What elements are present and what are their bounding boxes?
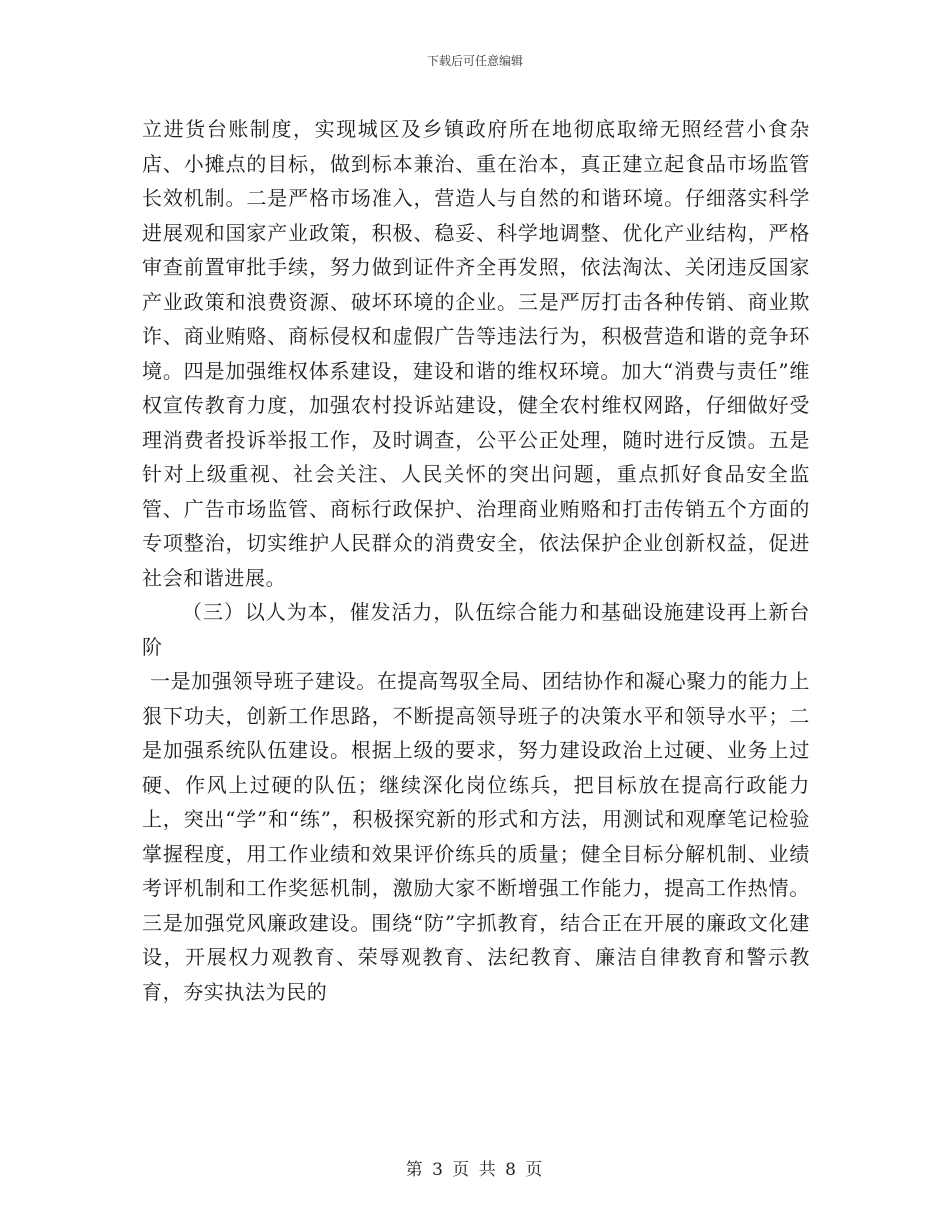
page-total: 8 [505,1160,518,1180]
paragraph: 一是加强领导班子建设。在提高驾驭全局、团结协作和凝心聚力的能力上狠下功夫，创新工作思路，不断提高领导班子的决策水平和领导水平；二是加强系统队伍建设。根据上级的要求，努力建设政治上过硬、业务上过硬、作风上过硬的队伍；继续深化岗位练兵，把目标放在提高行政能力上，突出“学”和“练”，积极探究新的形式和方法，用测试和观摩笔记检验掌握程度，用工作业绩和效果评价练兵的质量；健全目标分解机制、业绩考评机制和工作奖惩机制，激励大家不断增强工作能力，提高工作热情。三是加强党风廉政建设。围绕“防”字抓教育，结合正在开展的廉政文化建设，开展权力观教育、荣辱观教育、法纪教育、廉洁自律教育和警示教育，夯实执法为民的 [142,669,810,1004]
document-body [142,112,810,1009]
page-mid: 页 共 [452,1160,498,1180]
header-note: 下载后可任意编辑 [426,54,523,68]
page-number-footer [0,1155,950,1180]
section-heading: （三）以人为本，催发活力，队伍综合能力和基础设施建设再上新台阶 [142,600,810,659]
page-prefix: 第 [405,1160,425,1180]
page-current: 3 [432,1160,445,1180]
paragraph-continued: 立进货台账制度，实现城区及乡镇政府所在地彻底取缔无照经营小食杂店、小摊点的目标，做到标本兼治、重在治本，真正建立起食品市场监管长效机制。二是严格市场准入，营造人与自然的和谐环境。仔细落实科学进展观和国家产业政策，积极、稳妥、科学地调整、优化产业结构，严格审查前置审批手续，努力做到证件齐全再发照，依法淘汰、关闭违反国家产业政策和浪费资源、破坏环境的企业。三是严厉打击各种传销、商业欺诈、商业贿赂、商标侵权和虚假广告等违法行为，积极营造和谐的竞争环境。四是加强维权体系建设，建设和谐的维权环境。加大“消费与责任”维权宣传教育力度，加强农村投诉站建设，健全农村维权网路，仔细做好受理消费者投诉举报工作，及时调查，公平公正处理，随时进行反馈。五是针对上级重视、社会关注、人民关怀的突出问题，重点抓好食品安全监管、广告市场监管、商标行政保护、治理商业贿赂和打击传销五个方面的专项整治，切实维护人民群众的消费安全，依法保护企业创新权益，促进社会和谐进展。 [142,117,810,590]
page-suffix: 页 [525,1160,545,1180]
